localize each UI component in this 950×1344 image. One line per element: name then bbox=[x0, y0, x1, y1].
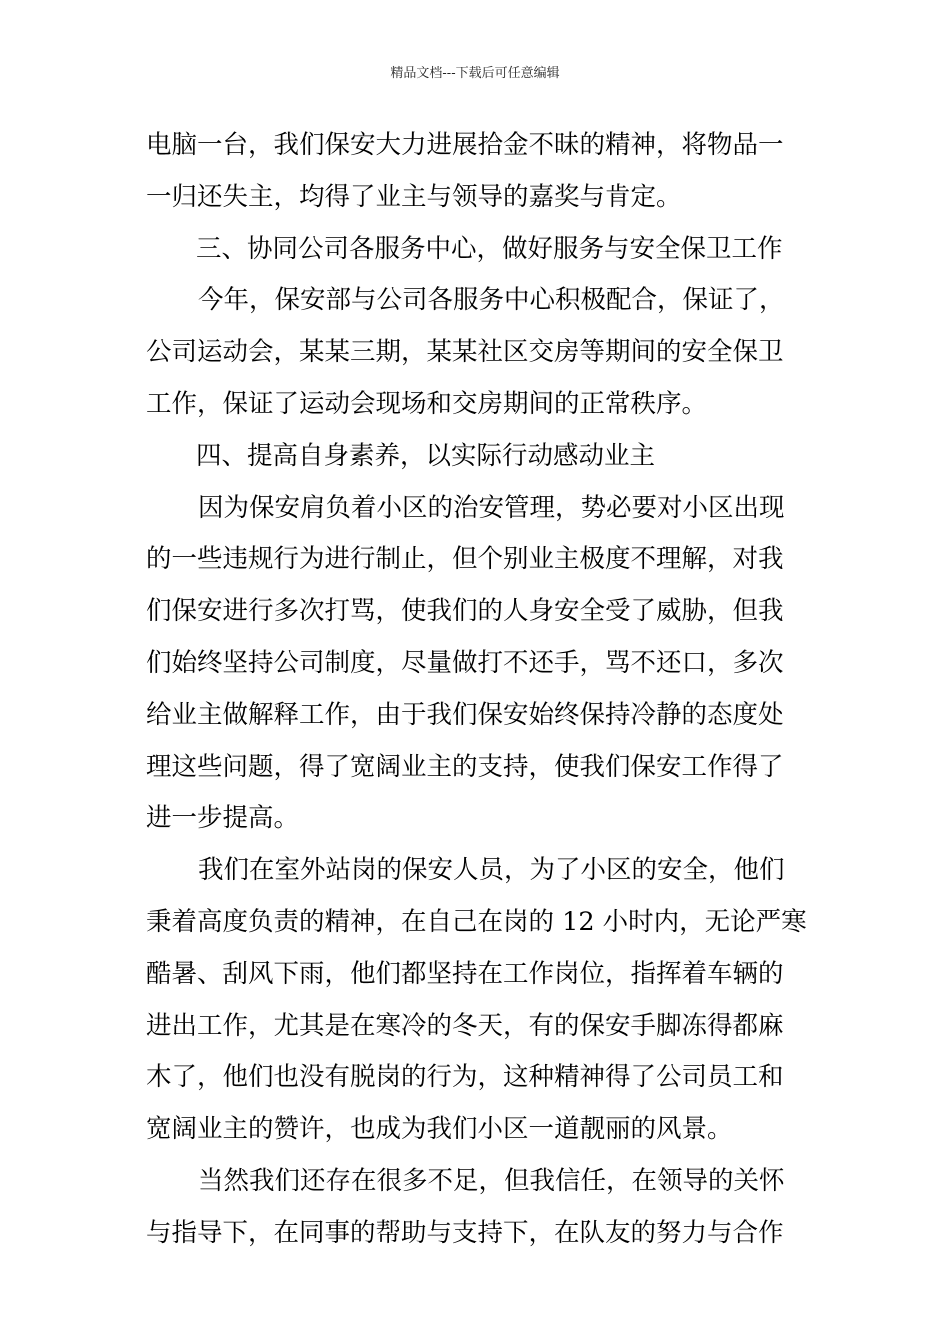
text-line: 秉着高度负责的精神，在自己在岗的 12 小时内，无论严寒 bbox=[146, 906, 807, 937]
text-line: 今年，保安部与公司各服务中心积极配合，保证了， bbox=[198, 285, 785, 316]
text-line: 当然我们还存在很多不足，但我信任，在领导的关怀 bbox=[198, 1165, 785, 1196]
text-line: 们始终坚持公司制度，尽量做打不还手，骂不还口，多次 bbox=[146, 647, 784, 678]
text-line: 与指导下，在同事的帮助与支持下，在队友的努力与合作 bbox=[146, 1217, 784, 1248]
text-line: 一归还失主，均得了业主与领导的嘉奖与肯定。 bbox=[146, 181, 682, 212]
text-line: 我们在室外站岗的保安人员，为了小区的安全，他们 bbox=[198, 855, 785, 886]
section-heading: 三、协同公司各服务中心，做好服务与安全保卫工作 bbox=[196, 233, 783, 264]
document-body bbox=[146, 120, 810, 1260]
text-line: 电脑一台，我们保安大力进展拾金不昧的精神，将物品一 bbox=[146, 130, 784, 160]
text-line: 进一步提高。 bbox=[146, 803, 300, 834]
text-line: 因为保安肩负着小区的治安管理，势必要对小区出现 bbox=[198, 492, 785, 523]
text-line: 理这些问题，得了宽阔业主的支持，使我们保安工作得了 bbox=[146, 751, 784, 782]
text-line: 们保安进行多次打骂，使我们的人身安全受了威胁，但我 bbox=[146, 596, 784, 627]
text-line: 酷暑、刮风下雨，他们都坚持在工作岗位，指挥着车辆的 bbox=[146, 958, 784, 989]
text-line: 木了，他们也没有脱岗的行为，这种精神得了公司员工和 bbox=[146, 1062, 784, 1093]
section-heading: 四、提高自身素养，以实际行动感动业主 bbox=[196, 440, 656, 471]
text-line: 的一些违规行为进行制止，但个别业主极度不理解，对我 bbox=[146, 544, 784, 575]
text-line: 给业主做解释工作，由于我们保安始终保持冷静的态度处 bbox=[146, 699, 784, 730]
text-line: 宽阔业主的赞许，也成为我们小区一道靓丽的风景。 bbox=[146, 1114, 733, 1145]
page-header: 精品文档---下载后可任意编辑 bbox=[390, 66, 560, 81]
text-line: 进出工作，尤其是在寒冷的冬天，有的保安手脚冻得都麻 bbox=[146, 1010, 784, 1041]
text-line: 工作，保证了运动会现场和交房期间的正常秩序。 bbox=[146, 388, 708, 419]
text-line: 公司运动会，某某三期，某某社区交房等期间的安全保卫 bbox=[146, 337, 784, 368]
